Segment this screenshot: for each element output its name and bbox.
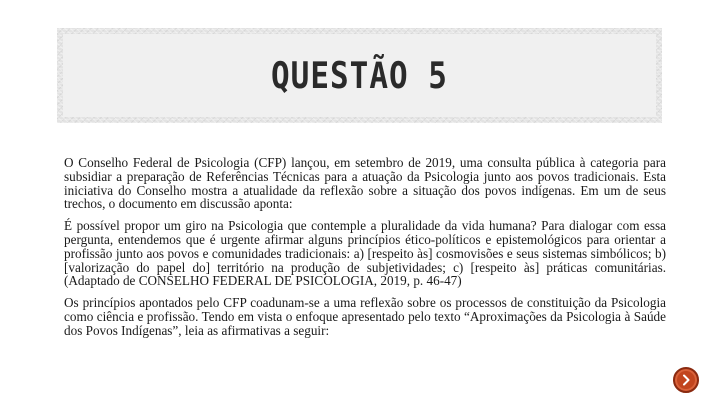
- slide-body: [64, 156, 666, 346]
- chevron-right-icon: [681, 374, 691, 386]
- closing-paragraph: Os princípios apontados pelo CFP coadunam-se a uma reflexão sobre os processos de constituição da Psicologia como ciência e profissão. Tendo em vista o enfoque apresentado pelo texto “Aproximações da Psicologia à Saúde dos Povos Indígenas”, leia as afirmativas a seguir:: [64, 295, 666, 338]
- slide-title: QUESTÃO 5: [271, 54, 448, 97]
- title-band: [57, 28, 662, 123]
- title-frame: [63, 34, 656, 117]
- next-slide-button[interactable]: [673, 367, 699, 393]
- quote-paragraph: É possível propor um giro na Psicologia que contemple a pluralidade da vida humana? Para dialogar com essa pergunta, entendemos que é urgente afirmar alguns princípios ético-políticos e epistemológicos para orientar a profissão junto aos povos e comunidades tradicionais: a) [respeito às] cosmovisões e seus sistemas simbólicos; b) [valorização do papel do] território na produção de subjetividades; c) [respeito às] práticas comunitárias. (Adaptado de CONSELHO FEDERAL DE PSICOLOGIA, 2019, p. 46-47): [64, 218, 666, 289]
- intro-paragraph: O Conselho Federal de Psicologia (CFP) lançou, em setembro de 2019, uma consulta pública à categoria para subsidiar a preparação de Referências Técnicas para a atuação da Psicologia junto aos povos tradicionais. Esta iniciativa do Conselho mostra a atualidade da reflexão sobre a situação dos povos indígenas. Em um de seus trechos, o documento em discussão aponta:: [64, 155, 666, 212]
